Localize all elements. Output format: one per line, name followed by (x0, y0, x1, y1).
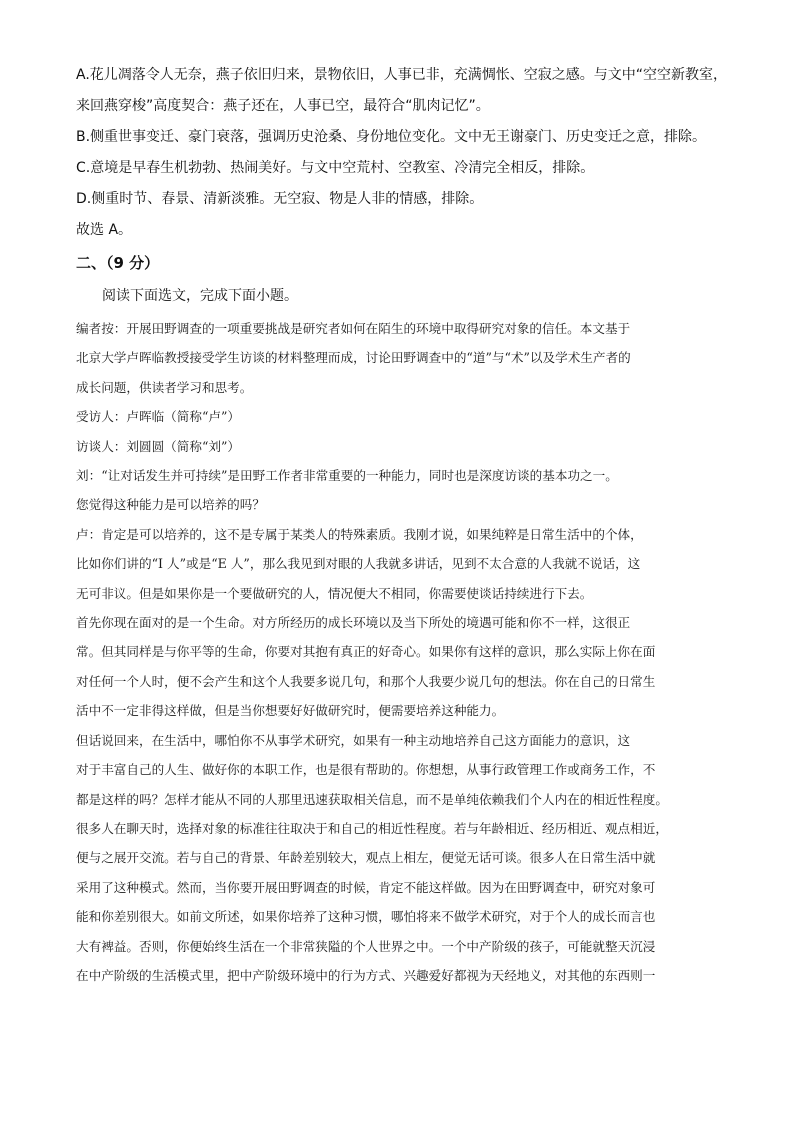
interview-article (76, 314, 722, 990)
article-line: 刘：“让对话发生并可持续”是田野工作者非常重要的一种能力，同时也是深度访谈的基本功之一。 (76, 468, 618, 484)
article-line: 能和你差别很大。如前文所述，如果你培养了这种习惯，哪怕将来不做学术研究，对于个人的成长而言也 (76, 909, 656, 925)
article-line: 成长问题，供读者学习和思考。 (76, 379, 253, 395)
article-line: 比如你们讲的“I 人”或是“E 人”，那么我见到对眼的人我就多讲话，见到不太合意的人我就不说话，这 (76, 556, 641, 572)
answer-line: C.意境是早春生机勃勃、热闹美好。与文中空荒村、空教室、冷清完全相反，排除。 (76, 160, 595, 176)
article-line: 便与之展开交流。若与自己的背景、年龄差别较大，观点上相左，便觉无话可谈。很多人在日常生活中就 (76, 850, 656, 866)
answer-line: B.侧重世事变迁、豪门衰落，强调历史沧桑、身份地位变化。文中无王谢豪门、历史变迁之意，排除。 (76, 129, 707, 145)
answer-line: 故选 A。 (76, 222, 133, 238)
article-line: 活中不一定非得这样做，但是当你想要好好做研究时，便需要培养这种能力。 (76, 703, 505, 719)
article-line: 北京大学卢晖临教授接受学生访谈的材料整理而成，讨论田野调查中的“道”与“术”以及学术生产者的 (76, 350, 631, 366)
article-line: 但话说回来，在生活中，哪怕你不从事学术研究，如果有一种主动地培养自己这方面能力的意识，这 (76, 732, 631, 748)
article-line: 在中产阶级的生活模式里，把中产阶级环境中的行为方式、兴趣爱好都视为天经地义，对其他的东西则一 (76, 967, 656, 983)
answer-line: 来回燕穿梭”高度契合：燕子还在，人事已空，最符合“肌肉记忆”。 (76, 98, 490, 114)
article-line: 访谈人：刘圆圆（简称“刘”） (76, 438, 241, 454)
article-line: 采用了这种模式。然而，当你要开展田野调查的时候，肯定不能这样做。因为在田野调查中，研究对象可 (76, 879, 656, 895)
article-line: 很多人在聊天时，选择对象的标准往往取决于和自己的相近性程度。若与年龄相近、经历相近、观点相近， (76, 820, 668, 836)
article-line: 大有裨益。否则，你便始终生活在一个非常狭隘的个人世界之中。一个中产阶级的孩子，可能就整天沉浸 (76, 938, 656, 954)
article-line: 受访人：卢晖临（简称“卢”） (76, 409, 241, 425)
reading-instruction: 阅读下面选文，完成下面小题。 (102, 288, 298, 304)
article-line: 常。但其同样是与你平等的生命，你要对其抱有真正的好奇心。如果你有这样的意识，那么实际上你在面 (76, 644, 656, 660)
article-line: 编者按：开展田野调查的一项重要挑战是研究者如何在陌生的环境中取得研究对象的信任。本文基于 (76, 321, 631, 336)
article-line: 卢：肯定是可以培养的，这不是专属于某类人的特殊素质。我刚才说，如果纯粹是日常生活中的个体， (76, 526, 643, 542)
article-line: 无可非议。但是如果你是一个要做研究的人，情况便大不相同，你需要使谈话持续进行下去。 (76, 585, 593, 601)
article-line: 都是这样的吗？怎样才能从不同的人那里迅速获取相关信息，而不是单纯依赖我们个人内在的相近性程度。 (76, 791, 668, 807)
article-line: 对于丰富自己的人生、做好你的本职工作，也是很有帮助的。你想想，从事行政管理工作或商务工作，不 (76, 762, 656, 778)
answer-line: A.花儿凋落令人无奈，燕子依旧归来，景物依旧，人事已非，充满惆怅、空寂之感。与文中“空空新教室， (76, 67, 728, 83)
article-line: 对任何一个人时，便不会产生和这个人我要多说几句，和那个人我要少说几句的想法。你在自己的日常生 (76, 673, 656, 689)
answer-line: D.侧重时节、春景、清新淡雅。无空寂、物是人非的情感，排除。 (76, 191, 484, 207)
article-line: 您觉得这种能力是可以培养的吗？ (76, 497, 265, 513)
section-heading: 二、（9 分） (76, 254, 160, 272)
article-line: 首先你现在面对的是一个生命。对方所经历的成长环境以及当下所处的境遇可能和你不一样，这很正 (76, 615, 631, 631)
answer-explanation (76, 60, 728, 246)
